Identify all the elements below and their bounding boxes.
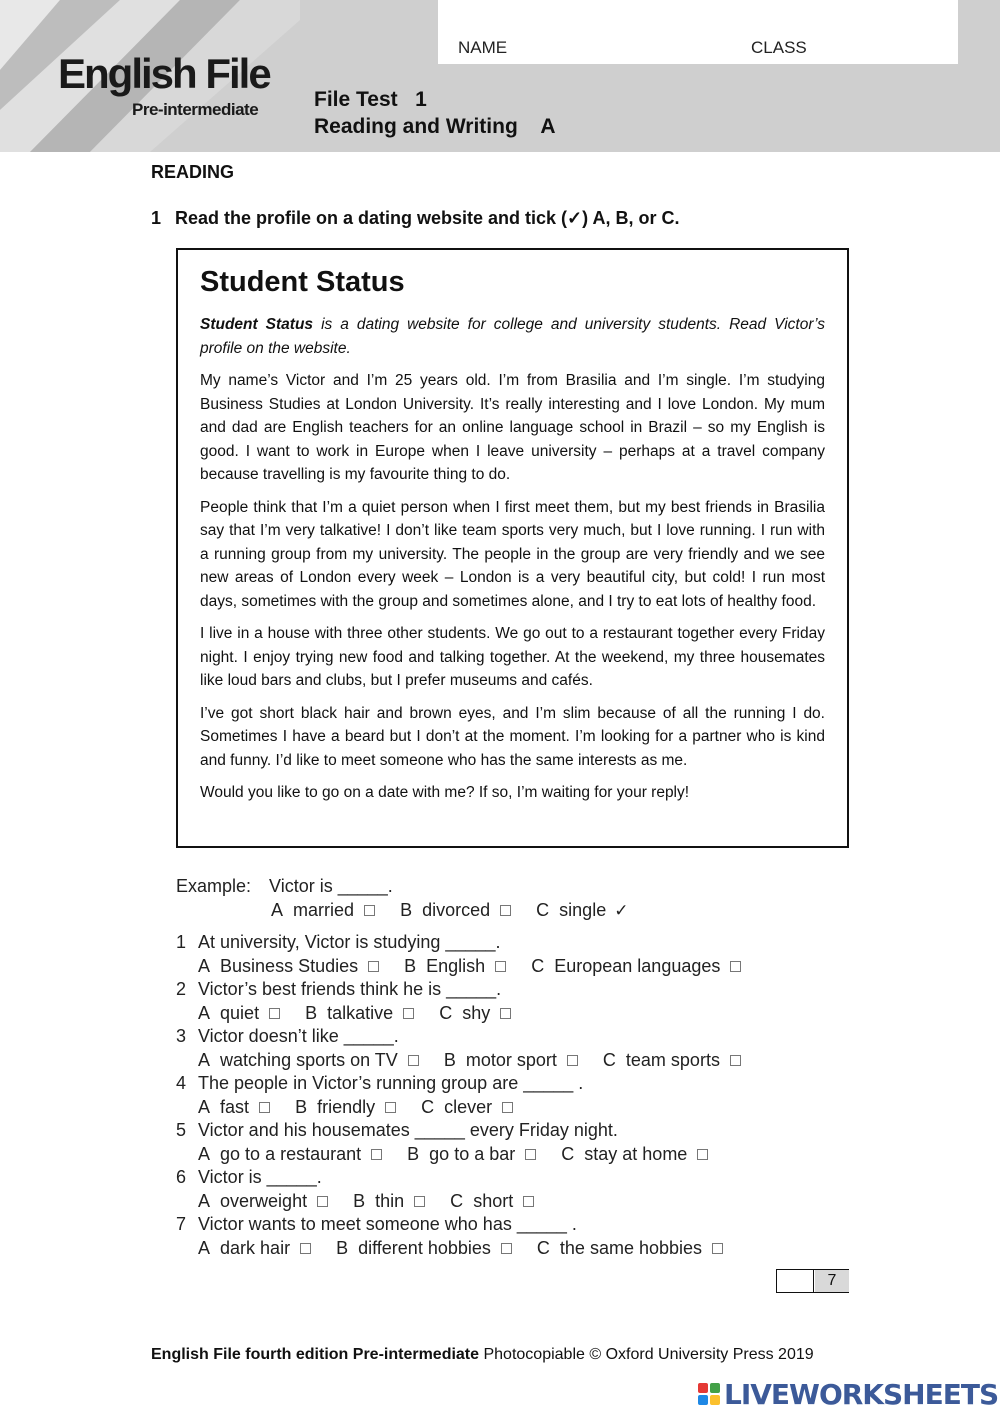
question-3-options [198, 1050, 761, 1071]
logo-title: English File [58, 50, 270, 97]
option-b: B English [404, 956, 506, 977]
question-2: 2 Victor’s best friends think he is _____. [176, 979, 502, 999]
instruction-number: 1 [151, 208, 162, 228]
instruction-text: Read the profile on a dating website and tick (✓) A, B, or C. [175, 208, 680, 228]
checkbox[interactable] [269, 1008, 280, 1019]
option-b: B motor sport [444, 1050, 578, 1071]
option-a: A fast [198, 1097, 270, 1118]
score-box [776, 1269, 849, 1293]
footer-copyright: Photocopiable © Oxford University Press 2019 [479, 1346, 814, 1363]
instruction [151, 208, 679, 229]
checkbox[interactable] [523, 1196, 534, 1207]
checkbox[interactable] [385, 1102, 396, 1113]
option-a: A go to a restaurant [198, 1144, 382, 1165]
checkbox[interactable] [500, 905, 511, 916]
question-1: 1 At university, Victor is studying _____. [176, 932, 501, 952]
checkbox[interactable] [317, 1196, 328, 1207]
checkbox[interactable] [300, 1243, 311, 1254]
example-question-text: Victor is _____. [269, 876, 393, 896]
grid-cell [698, 1383, 708, 1393]
option-b: B different hobbies [336, 1238, 512, 1259]
grid-cell [710, 1395, 720, 1405]
liveworksheets-logo [698, 1376, 998, 1412]
page-header [0, 0, 1000, 152]
option-c: C the same hobbies [537, 1238, 723, 1259]
option-c: C European languages [531, 956, 741, 977]
article-intro-text: is a dating website for college and university students. Read Victor’s profile on the website. [200, 316, 825, 357]
option-a: A dark hair [198, 1238, 311, 1259]
option-c: C clever [421, 1097, 513, 1118]
name-label: NAME [458, 38, 508, 57]
checkbox[interactable] [495, 961, 506, 972]
footer [151, 1346, 814, 1364]
article-intro [200, 313, 825, 360]
test-title-line1: File Test 1 [314, 88, 427, 111]
question-7-options [198, 1238, 743, 1259]
question-1-options [198, 956, 761, 977]
option-b: B thin [353, 1191, 425, 1212]
liveworksheets-wordmark: LIVEWORKSHEETS [724, 1377, 999, 1411]
grid-cell [710, 1383, 720, 1393]
example-options [271, 900, 648, 921]
article-paragraph: My name’s Victor and I’m 25 years old. I’m from Brasilia and I’m single. I’m studying Business Studies at London University. It’s really interesting and I love London. My mum and dad are English teachers for an online language school in Brazil – so my English is good. I want to work in Europe when I leave university – perhaps at a travel company because travelling is my favourite thing to do. [200, 372, 825, 483]
question-4: 4 The people in Victor’s running group are _____ . [176, 1073, 584, 1093]
article-paragraph: I live in a house with three other students. We go out to a restaurant together every Friday night. I enjoy trying new food and talking together. At the weekend, my three housemates like loud bars and clubs, but I prefer museums and cafés. [200, 625, 825, 689]
option-b: B go to a bar [407, 1144, 536, 1165]
option-c: C team sports [603, 1050, 741, 1071]
question-3: 3 Victor doesn’t like _____. [176, 1026, 399, 1046]
question-6-options [198, 1191, 554, 1212]
score-input[interactable] [777, 1270, 814, 1292]
question-2-options [198, 1003, 531, 1024]
score-total: 7 [815, 1270, 849, 1292]
article-paragraph: I’ve got short black hair and brown eyes, and I’m slim because of all the running I do. Sometimes I have a beard but I don’t at the moment. I’m looking for a partner who is kind and funny. I’d like to meet someone who has the same interests as me. [200, 704, 825, 769]
article-box [176, 248, 849, 848]
article-paragraph: Would you like to go on a date with me? If so, I’m waiting for your reply! [200, 784, 690, 801]
question-4-options [198, 1097, 533, 1118]
checkbox[interactable] [259, 1102, 270, 1113]
example-question [176, 876, 393, 897]
checkbox[interactable] [414, 1196, 425, 1207]
option-a: A watching sports on TV [198, 1050, 419, 1071]
checkbox[interactable] [403, 1008, 414, 1019]
example-label: Example: [176, 876, 252, 896]
article-title: Student Status [200, 266, 405, 298]
checkbox[interactable] [371, 1149, 382, 1160]
article-paragraph: People think that I’m a quiet person when I first meet them, but my best friends in Brasilia say that I’m very talkative! I don’t like team sports very much, but I love running. I run with a running group from my university. The people in the group are very friendly and we see new areas of London every week – London is a very beautiful city, but cold! I run most days, sometimes with the group and sometimes alone, and I try to eat lots of healthy food. [200, 498, 825, 610]
liveworksheets-grid-icon [698, 1383, 720, 1405]
name-class-box [438, 0, 958, 64]
check-mark-icon: ✓ [614, 901, 629, 920]
option-c: C shy [439, 1003, 511, 1024]
section-title: READING [151, 162, 235, 182]
example-option-c: C single ✓ [536, 900, 629, 920]
footer-bold: English File fourth edition Pre-intermediate [151, 1346, 480, 1363]
grid-cell [698, 1395, 708, 1405]
checkbox[interactable] [501, 1243, 512, 1254]
checkbox[interactable] [364, 905, 375, 916]
checkbox[interactable] [368, 961, 379, 972]
example-option-a: A married [271, 900, 375, 921]
question-6: 6 Victor is _____. [176, 1167, 322, 1187]
checkbox[interactable] [567, 1055, 578, 1066]
article-intro-bold: Student Status [200, 316, 314, 333]
option-c: C stay at home [561, 1144, 708, 1165]
option-b: B friendly [295, 1097, 396, 1118]
logo-subtitle: Pre-intermediate [132, 100, 259, 119]
test-title-line2: Reading and Writing A [314, 115, 556, 138]
option-a: A overweight [198, 1191, 328, 1212]
question-5: 5 Victor and his housemates _____ every Friday night. [176, 1120, 618, 1140]
checkbox[interactable] [712, 1243, 723, 1254]
checkbox[interactable] [500, 1008, 511, 1019]
test-title [314, 86, 556, 140]
checkbox[interactable] [730, 961, 741, 972]
option-a: A quiet [198, 1003, 280, 1024]
checkbox[interactable] [730, 1055, 741, 1066]
class-label: CLASS [751, 38, 807, 57]
option-a: A Business Studies [198, 956, 379, 977]
question-5-options [198, 1144, 728, 1165]
example-option-b: B divorced [400, 900, 511, 921]
checkbox[interactable] [408, 1055, 419, 1066]
question-7: 7 Victor wants to meet someone who has _____ . [176, 1214, 577, 1234]
checkbox[interactable] [525, 1149, 536, 1160]
option-b: B talkative [305, 1003, 414, 1024]
checkbox[interactable] [502, 1102, 513, 1113]
option-c: C short [450, 1191, 534, 1212]
checkbox[interactable] [697, 1149, 708, 1160]
